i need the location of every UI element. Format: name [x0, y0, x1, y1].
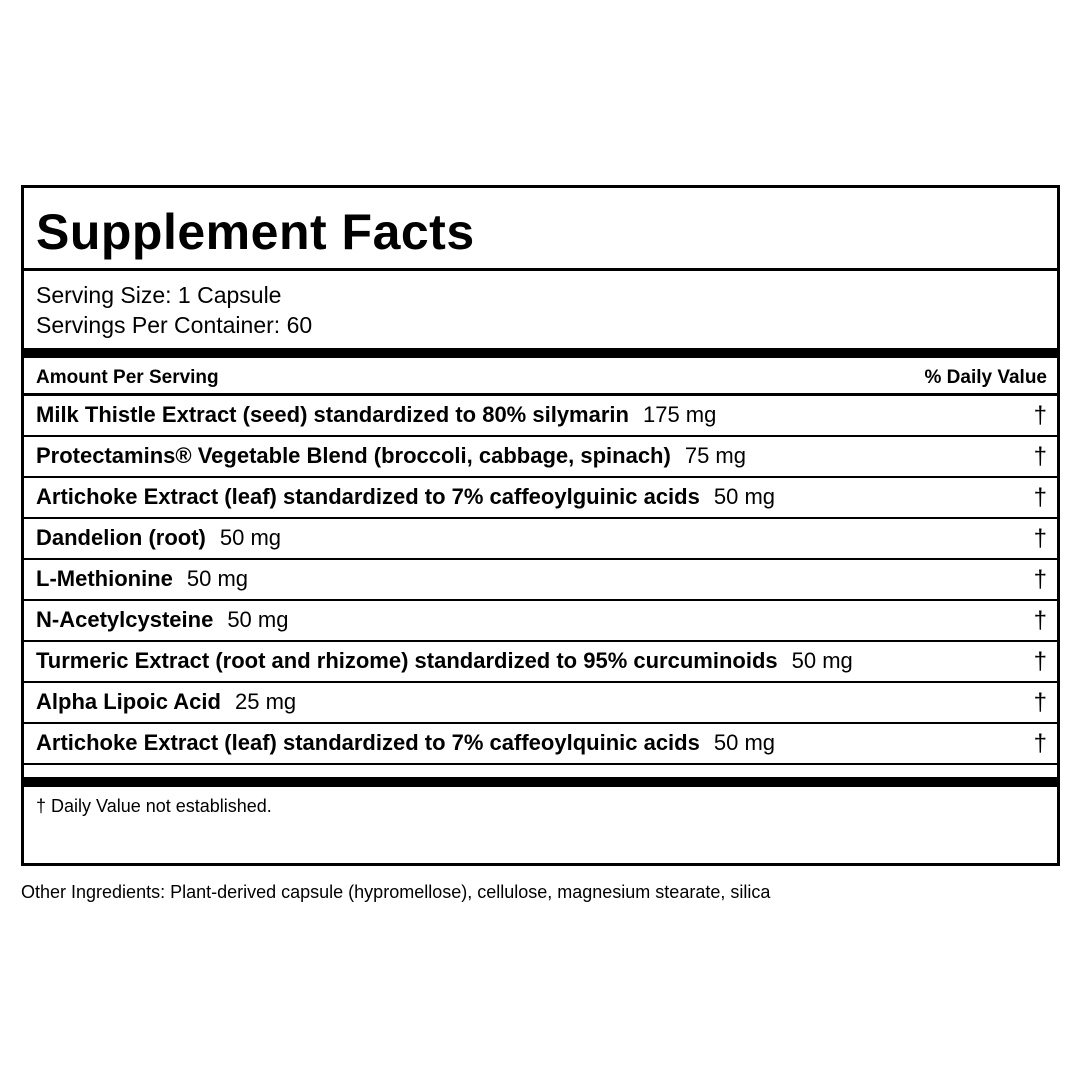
ingredient-amount: 50 mg: [186, 566, 249, 591]
thick-divider-bottom: [24, 777, 1057, 787]
ingredient-amount: 50 mg: [227, 607, 289, 632]
title-divider: [24, 268, 1057, 271]
dagger-mark: †: [1033, 689, 1047, 716]
dagger-mark: †: [1033, 402, 1047, 429]
ingredient-name: N-Acetylcysteine: [36, 607, 214, 632]
ingredient-row: [24, 478, 1057, 519]
servings-per-container: Servings Per Container: 60: [36, 312, 313, 338]
row-divider: [24, 763, 1057, 765]
supplement-facts-panel: [21, 185, 1060, 866]
ingredient-name: Artichoke Extract (leaf) standardized to 7% caffeoylquinic acids: [36, 730, 700, 755]
ingredient-name: Milk Thistle Extract (seed) standardized to 80% silymarin: [36, 402, 629, 427]
ingredient-row: [24, 724, 1057, 765]
serving-size: Serving Size: 1 Capsule: [36, 282, 282, 308]
ingredient-amount: 50 mg: [791, 648, 853, 673]
ingredient-row: [24, 519, 1057, 560]
thick-divider-top: [24, 348, 1057, 358]
ingredient-row: [24, 601, 1057, 642]
ingredient-name: Protectamins® Vegetable Blend (broccoli, cabbage, spinach): [36, 443, 671, 468]
ingredient-name: Dandelion (root): [36, 525, 206, 550]
dagger-mark: †: [1033, 566, 1047, 593]
ingredient-name: Alpha Lipoic Acid: [36, 689, 221, 714]
ingredient-name: L-Methionine: [36, 566, 173, 591]
ingredient-name: Turmeric Extract (root and rhizome) standardized to 95% curcuminoids: [36, 648, 778, 673]
amount-per-serving-header: Amount Per Serving: [36, 367, 219, 388]
ingredient-name: Artichoke Extract (leaf) standardized to 7% caffeoylguinic acids: [36, 484, 700, 509]
dagger-mark: †: [1033, 484, 1047, 511]
ingredient-amount: 175 mg: [642, 402, 717, 427]
daily-value-header: % Daily Value: [924, 367, 1047, 388]
ingredient-amount: 50 mg: [219, 525, 282, 550]
ingredient-amount: 75 mg: [684, 443, 746, 468]
ingredient-row: [24, 396, 1057, 437]
dagger-mark: †: [1033, 730, 1047, 757]
dagger-mark: †: [1033, 525, 1047, 552]
panel-title: Supplement Facts: [36, 204, 475, 260]
ingredient-row: [24, 560, 1057, 601]
ingredient-amount: 50 mg: [713, 484, 776, 509]
ingredient-amount: 50 mg: [713, 730, 776, 755]
ingredient-row: [24, 437, 1057, 478]
ingredient-amount: 25 mg: [234, 689, 297, 714]
ingredient-row: [24, 683, 1057, 724]
dagger-mark: †: [1033, 648, 1047, 675]
other-ingredients: Other Ingredients: Plant-derived capsule (hypromellose), cellulose, magnesium stearate, silica: [21, 882, 771, 902]
dagger-mark: †: [1033, 607, 1047, 634]
daily-value-footnote: † Daily Value not established.: [36, 796, 272, 816]
dagger-mark: †: [1033, 443, 1047, 470]
ingredient-row: [24, 642, 1057, 683]
